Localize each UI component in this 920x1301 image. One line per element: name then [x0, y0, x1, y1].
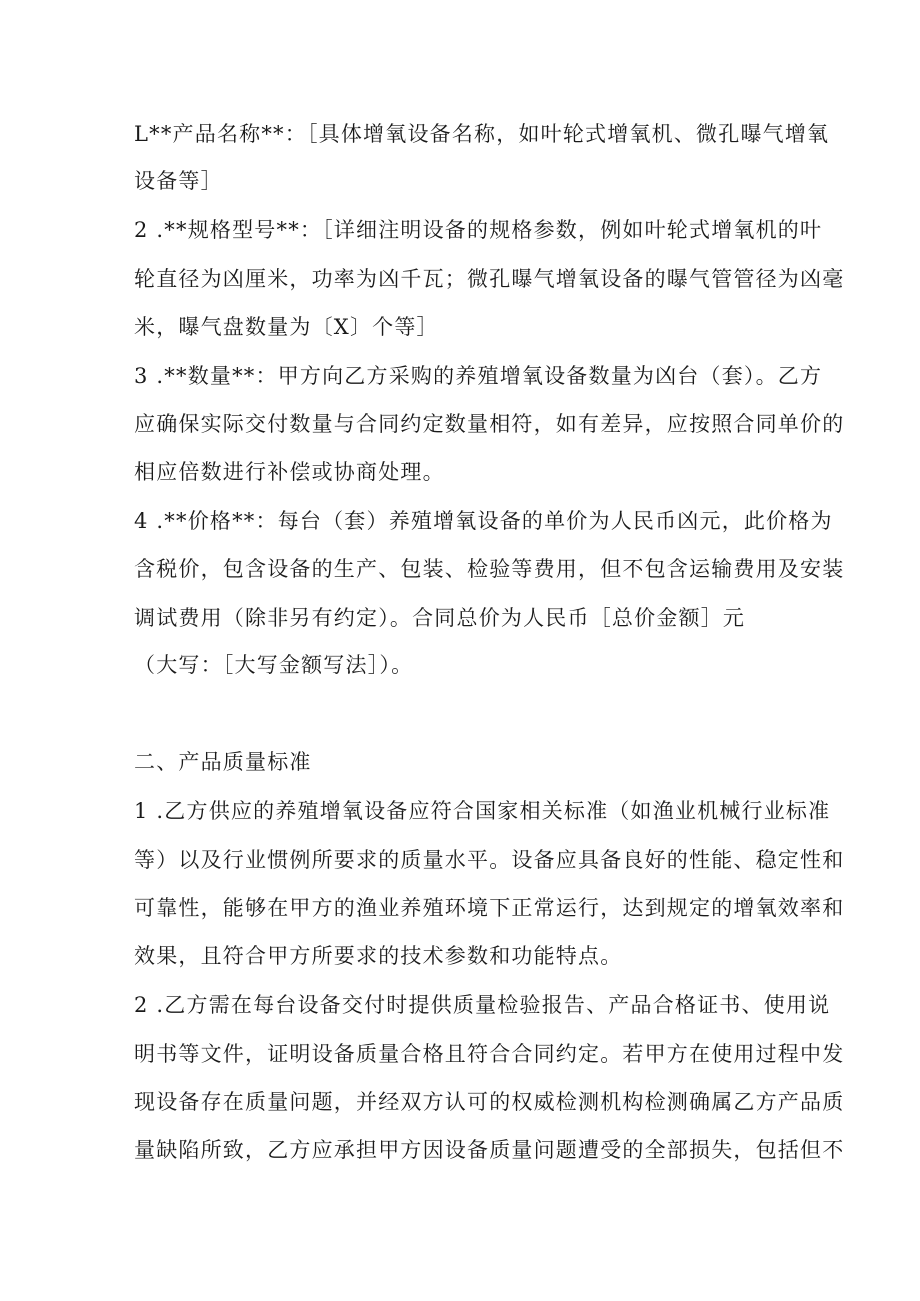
text-line: 现设备存在质量问题，并经双方认可的权威检测机构检测确属乙方产品质 — [134, 1090, 845, 1114]
text-line: 相应倍数进行补偿或协商处理。 — [134, 460, 445, 484]
text-line: 量缺陷所致，乙方应承担甲方因设备质量问题遭受的全部损失，包括但不 — [134, 1138, 845, 1162]
text-line: 2 .**规格型号**：［详细注明设备的规格参数，例如叶轮式增氧机的叶 — [134, 218, 823, 242]
text-line: 应确保实际交付数量与合同约定数量相符，如有差异，应按照合同单价的 — [134, 412, 845, 436]
text-line: 米，曝气盘数量为〔X〕个等］ — [134, 315, 439, 339]
text-line: （大写：［大写金额写法］）。 — [134, 653, 414, 677]
text-line: 4 .**价格**：每台（套）养殖增氧设备的单价为人民币凶元，此价格为 — [134, 509, 833, 533]
text-line: 明书等文件，证明设备质量合格且符合合同约定。若甲方在使用过程中发 — [134, 1042, 845, 1066]
text-line: 效果，且符合甲方所要求的技术参数和功能特点。 — [134, 944, 623, 968]
text-line: 3 .**数量**：甲方向乙方采购的养殖增氧设备数量为凶台（套）。乙方 — [134, 364, 823, 388]
text-line: L**产品名称**：［具体增氧设备名称，如叶轮式增氧机、微孔曝气增氧 — [134, 122, 830, 146]
text-line: 可靠性，能够在甲方的渔业养殖环境下正常运行，达到规定的增氧效率和 — [134, 896, 845, 920]
text-line: 2 .乙方需在每台设备交付时提供质量检验报告、产品合格证书、使用说 — [134, 993, 831, 1017]
text-line: 设备等］ — [134, 169, 223, 193]
text-line: 含税价，包含设备的生产、包装、检验等费用，但不包含运输费用及安装 — [134, 557, 845, 581]
text-line: 等）以及行业惯例所要求的质量水平。设备应具备良好的性能、稳定性和 — [134, 848, 845, 872]
section-heading: 二、产品质量标准 — [134, 750, 312, 774]
text-line: 调试费用（除非另有约定）。合同总价为人民币［总价金额］元 — [134, 606, 746, 630]
text-line: 轮直径为凶厘米，功率为凶千瓦；微孔曝气增氧设备的曝气管管径为凶毫 — [134, 267, 845, 291]
text-line: 1 .乙方供应的养殖增氧设备应符合国家相关标准（如渔业机械行业标准 — [134, 799, 831, 823]
